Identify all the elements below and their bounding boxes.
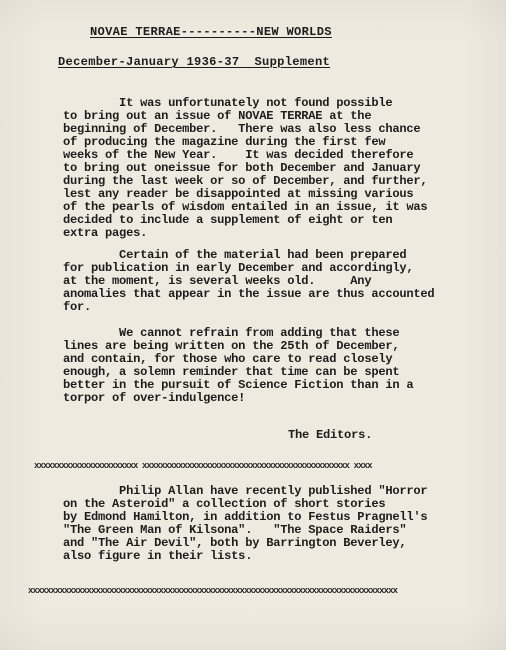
editorial-line: to bring out an issue of NOVAE TERRAE at the	[63, 109, 372, 123]
editorial-line: for.	[63, 300, 92, 314]
notice-line: Philip Allan have recently published "Horror	[63, 484, 428, 498]
editors-signature: The Editors.	[288, 428, 373, 442]
section-divider: xxxxxxxxxxxxxxxxxxxxxxx xxxxxxxxxxxxxxxxxxxxxxxxxxxxxxxxxxxxxxxxxxxxxx xxxx	[34, 461, 372, 471]
masthead: NOVAE TERRAE----------NEW WORLDS	[90, 25, 332, 39]
editorial-line: torpor of over-indulgence!	[63, 391, 246, 405]
editorial-line: beginning of December. There was also less chance	[63, 122, 421, 136]
editorial-line: It was unfortunately not found possible	[63, 96, 393, 110]
editorial-line: enough, a solemn reminder that time can be spent	[63, 365, 400, 379]
editorial-line: weeks of the New Year. It was decided therefore	[63, 148, 414, 162]
notice-line: and "The Air Devil", both by Barrington Beverley,	[63, 536, 407, 550]
notice-line: on the Asteroid" a collection of short stories	[63, 497, 386, 511]
editorial-line: lines are being written on the 25th of December,	[63, 339, 400, 353]
editorial-line: during the last week or so of December, and further,	[63, 174, 428, 188]
notice-line: "The Green Man of Kilsona". "The Space Raiders"	[63, 523, 407, 537]
editorial-line: lest any reader be disappointed at missing various	[63, 187, 414, 201]
editorial-line: extra pages.	[63, 226, 148, 240]
editorial-line: for publication in early December and accordingly,	[63, 261, 414, 275]
notice-line: by Edmond Hamilton, in addition to Festus Pragnell's	[63, 510, 428, 524]
editorial-line: decided to include a supplement of eight or ten	[63, 213, 393, 227]
notice-line: also figure in their lists.	[63, 549, 253, 563]
editorial-line: of producing the magazine during the first few	[63, 135, 386, 149]
editorial-line: and contain, for those who care to read closely	[63, 352, 393, 366]
editorial-line: to bring out oneissue for both December and January	[63, 161, 421, 175]
editorial-line: Certain of the material had been prepared	[63, 248, 407, 262]
editorial-line: at the moment, is several weeks old. Any	[63, 274, 372, 288]
editorial-line: anomalies that appear in the issue are thus accounted	[63, 287, 435, 301]
issue-line: December-January 1936-37 Supplement	[58, 55, 331, 69]
editorial-line: We cannot refrain from adding that these	[63, 326, 400, 340]
editorial-line: better in the pursuit of Science Fiction than in a	[63, 378, 414, 392]
section-divider: xxxxxxxxxxxxxxxxxxxxxxxxxxxxxxxxxxxxxxxxxxxxxxxxxxxxxxxxxxxxxxxxxxxxxxxxxxxxxxxxxx	[28, 586, 398, 596]
editorial-line: of the pearls of wisdom entailed in an issue, it was	[63, 200, 428, 214]
